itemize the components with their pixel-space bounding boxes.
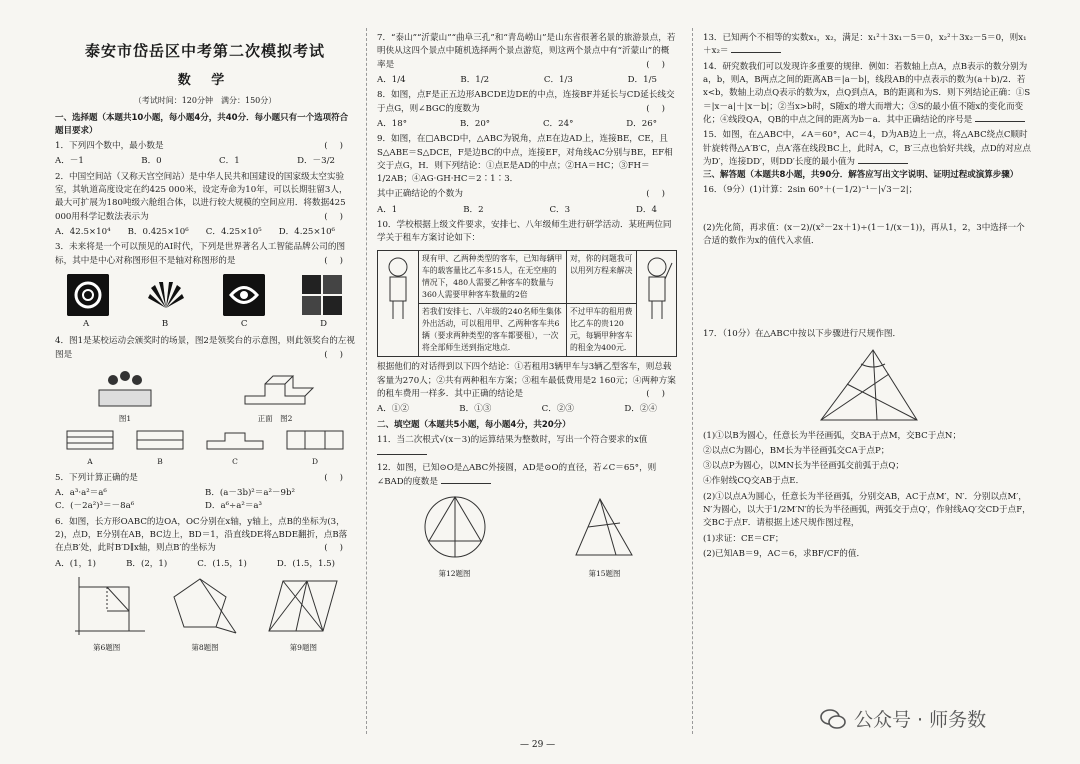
podium-diagram-icon (235, 366, 315, 408)
question-8-options: A．18° B．20° C．24° D．26° (377, 118, 657, 129)
section-heading: 一、选择题（本题共10小题，每小题4分，共40分．每小题只有一个选项符合题目要求） (55, 112, 349, 136)
column-divider (692, 28, 693, 734)
question-3: 3．未来将是一个可以预见的AI时代，下列是世界著名人工智能品牌公司的图标，其中是中心对称图形但不是轴对称图形的是 () (55, 242, 355, 266)
dialogue-cell-1: 现有甲、乙两种类型的客车，已知每辆甲车的载客量比乙车多15人，在无空座的情况下，480人需要乙种客车的数量与360人需要甲种客车数量的2倍 (418, 251, 566, 303)
podium-photo-icon (95, 366, 155, 408)
wechat-icon (820, 708, 846, 730)
q17-step-5: (2)①以点A为圆心，任意长为半径画弧，分别交AB，AC于点M′，N′．分别以点M′，N′为圆心，以大于1/2M′N′的长为半径画弧，两弧交于点Q′，作射线AQ′交CD于点F，交BC于点F．请根据上述尺规作图过程， (703, 491, 1031, 529)
question-6-options: A．(1，1) B．(2，1) C．(1.5，1) D．(1.5，1.5) (55, 558, 335, 569)
openai-logo-icon (67, 274, 109, 316)
figure-12-diagram (415, 493, 495, 563)
question-5: 5．下列计算正确的是 () (55, 472, 355, 483)
view-options: A B C D (55, 429, 355, 468)
question-9-options: A．1 B．2 C．3 D．4 (377, 204, 657, 215)
huawei-logo-icon (145, 274, 187, 316)
question-10-options: A．①② B．①③ C．②③ D．②④ (377, 404, 657, 415)
question-15: 15．如图，在△ABC中，∠A＝60°，AC＝4，D为AB边上一点，将△ABC绕点C顺时针旋转得△A′B′C，点A′落在线段BC上，此时A，C，B′三点也恰好共线，点D的对应点为D′，连接DD′，则DD′长度的最小值为 (703, 130, 1031, 167)
nvidia-logo-icon (223, 274, 265, 316)
question-4: 4．图1是某校运动会颁奖时的场景，图2是领奖台的示意图，则此领奖台的左视图是 () (55, 336, 355, 360)
view-c-icon (205, 429, 265, 451)
column-1 (55, 30, 355, 658)
q17-figure (703, 346, 1033, 426)
question-6: 6．如图，长方形OABC的边OA，OC分别在x轴，y轴上，点B的坐标为(3，2)，点D，E分别在AB，BC边上，BD＝1，沿直线DE将△BDE翻折，点B落在点B′处，此时B′D∥x轴，则点B′的坐标为 () (55, 516, 355, 554)
page-number: — 29 — (520, 740, 556, 750)
column-2 (377, 30, 677, 584)
figure-1: 图1 (95, 366, 155, 425)
col2-figures: 第12题图 第15题图 (377, 493, 677, 580)
student-figure-left (378, 251, 418, 357)
dialogue-cell-4: 不过甲车的租用费比乙车的贵120元，每辆甲种客车的租金为400元． (566, 303, 636, 356)
question-5-options: A．a³·a²＝a⁶ B．(a－3b)²＝a²－9b² C．(－2a²)³＝－8a⁶ D．a⁶÷a²＝a³ (55, 488, 295, 512)
student-figure-right (636, 251, 676, 357)
question-7-options: A．1/4 B．1/2 C．1/3 D．1/5 (377, 74, 657, 85)
watermark (820, 705, 986, 732)
question-8: 8．如图，点F是正五边形ABCDE边DE的中点，连接BF并延长与CD延长线交于点G，则∠BGC的度数为 () (377, 90, 677, 114)
question-1-options: A．－1 B．0 C．1 D．－3/2 (55, 156, 335, 167)
exam-meta: （考试时间：120分钟 满分：150分） (133, 96, 277, 106)
q17-step-7: (2)已知AB＝9，AC＝6，求BF/CF的值． (703, 549, 866, 560)
question-14: 14．研究数我们可以发现许多重要的规律．例如：若数轴上点A，点B表示的数分别为a，b，则A，B两点之间的距离AB＝|a－b|，线段AB的中点表示的数为(a＋b)/2．若x<b，数轴上动点Q表示的数为x，点Q到点A，B的距离和为S．则下列结论正确：①S＝|x－a|＋|x－b|；②当x>b时，S随x的增大而增大；③S的最小值不随x的变化而变化；④线段QA，QB的中点之间的距离为b－a．其中正确结论的序号是 (703, 61, 1031, 125)
figure-17-diagram (813, 346, 923, 426)
exam-title: 泰安市岱岳区中考第二次模拟考试 (84, 42, 325, 60)
dialogue-table (377, 250, 677, 358)
question-16b: (2)先化简，再求值：(x－2)/(x²－2x＋1)÷(1－1/(x－1))，再从1，2，3中选择一个合适的数作为x的值代入求值． (703, 222, 1025, 246)
question-9: 9．如图，在□ABCD中，△ABC为锐角，点E在边AD上，连接BE，CE，且S△ABE＝S△DCE，F是边BC的中点，连接EF，对角线AC分别与BE，EF相交于点G，H．则下列结论：①点E是AD的中点；②HA＝HC；③FH＝1/2AB；④AG·GH·HC＝2∶1∶3． (377, 134, 673, 185)
student-right-icon (640, 253, 674, 323)
ai-logos (55, 274, 355, 316)
q17-step-4: ④作射线CQ交AB于点E． (703, 476, 805, 487)
dialogue-cell-3: 若我们安排七、八年级的240名师生集体外出活动，可以租用甲、乙两种客车共6辆（要求两种类型的客车都要租），一次将全部师生送到指定地点． (418, 303, 566, 356)
question-11: 11．当二次根式√(x－3)的运算结果为整数时，写出一个符合要求的x值 (377, 434, 677, 461)
question-10: 10．学校根据上级文件要求，安排七、八年级师生进行研学活动．某班两位同学关于租车方案讨论如下： (377, 220, 672, 244)
question-13: 13．已知两个不相等的实数x₁，x₂，满足：x₁²＋3x₁－5＝0，x₂²＋3x₂－5＝0，则x₁＋x₂＝ (703, 33, 1027, 57)
figure-15-diagram (570, 493, 640, 563)
logo-labels: A B C D (83, 318, 327, 329)
figure-8-diagram (170, 575, 240, 637)
view-a-icon (65, 429, 115, 451)
question-2: 2．中国空间站（又称天宫空间站）是中华人民共和国建设的国家级太空实验室，其轨道高度设定在约425 000米，设定寿命为10年，可以长期驻留3人，最大可扩展为180吨级六舱组合体，以进行较大规模的空间应用．将数据425 000用科学记数法表示为 () (55, 171, 355, 222)
question-17: 17．（10分）在△ABC中按以下步骤进行尺规作图． (703, 329, 902, 340)
view-b-icon (135, 429, 185, 451)
column-3 (703, 30, 1033, 561)
q17-step-3: ③以点P为圆心，以MN长为半径画弧交前弧于点Q； (703, 461, 905, 472)
column-divider (366, 28, 367, 734)
question-12: 12．如图，已知⊙O是△ABC外接圆，AD是⊙O的直径，若∠C＝65°，则∠BAD的度数是 (377, 463, 657, 487)
geometry-figures: 第6题图 第8题图 第9题图 (55, 575, 355, 654)
dialogue-cell-2: 对，你的问题我可以用列方程来解决 (566, 251, 636, 303)
microsoft-logo-icon (301, 274, 343, 316)
question-2-options: A．42.5×10⁴ B．0.425×10⁶ C．4.25×10⁵ D．4.25×10⁶ (55, 227, 335, 237)
figure-2: 正面 图2 (235, 366, 315, 425)
q17-step-6: (1)求证：CE＝CF； (703, 533, 784, 544)
question-1: () 1．下列四个数中，最小数是 (55, 141, 355, 152)
question-7: 7．“泰山”“沂蒙山”“曲阜三孔”和“青岛崂山”是山东省很著名景的旅游景点，若明侠从这四个景点中随机选择两个景点游览，则这两个景点中有“沂蒙山”的概率是 () (377, 33, 677, 70)
q17-step-2: ②以点C为圆心，BM长为半径画弧交CA于点P； (703, 445, 890, 456)
student-left-icon (381, 253, 415, 323)
question-16a: 16．（9分）(1)计算：2sin 60°＋(－1/2)⁻¹－|√3－2|； (703, 185, 918, 196)
exam-subject: 数 学 (177, 73, 233, 89)
section-heading: 三、解答题（本题共8小题，共90分．解答应写出文字说明、证明过程或演算步骤） (703, 170, 1019, 181)
question-10-tail: 根据他们的对话得到以下四个结论：①若租用3辆甲车与3辆乙型客车，则总载客量为270人；②共有两种租车方案；③租车最低费用是2 160元；④两种方案的租车费用一样多．其中正确的结论是 () (377, 362, 677, 399)
watermark-text: 公众号 · 师务数 (854, 709, 987, 731)
figure-6-diagram (67, 575, 147, 637)
view-d-icon (285, 429, 345, 451)
question-9-tail: 其中正确结论的个数为 () (377, 189, 677, 200)
section-heading: 二、填空题（本题共5小题，每小题4分，共20分） (377, 419, 571, 430)
q17-step-1: (1)①以B为圆心，任意长为半径画弧，交BA于点M，交BC于点N； (703, 430, 962, 441)
podium-figures (55, 366, 355, 425)
figure-9-diagram (263, 575, 343, 637)
